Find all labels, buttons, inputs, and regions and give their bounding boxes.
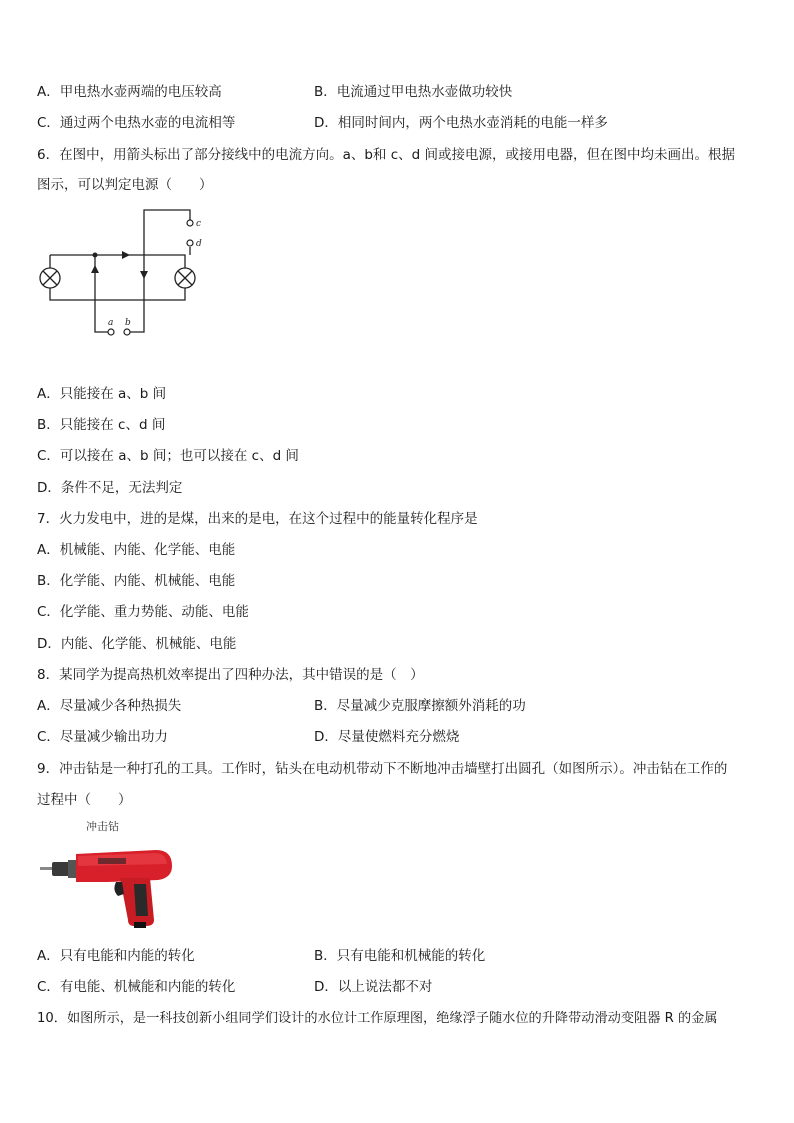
q8-option-d: D．尽量使燃料充分燃烧	[314, 729, 460, 745]
arrow-up	[91, 265, 99, 273]
q5-option-d: D．相同时间内，两个电热水壶消耗的电能一样多	[314, 115, 608, 131]
q5-option-c: C．通过两个电热水壶的电流相等	[37, 115, 236, 131]
terminal-a	[108, 329, 114, 335]
terminal-d	[187, 240, 193, 246]
q10-stem-line1: 10．如图所示，是一科技创新小组同学们设计的水位计工作原理图，绝缘浮子随水位的升降带动滑动变阻器 R 的金属	[37, 1011, 718, 1026]
impact-drill-image	[38, 838, 178, 928]
q7-stem: 7．火力发电中，进的是煤，出来的是电，在这个过程中的能量转化程序是	[37, 511, 478, 527]
q7-option-c: C．化学能、重力势能、动能、电能	[37, 604, 249, 620]
label-d: d	[196, 239, 202, 249]
q9-option-b: B．只有电能和机械能的转化	[314, 948, 486, 964]
q9-option-c: C．有电能、机械能和内能的转化	[37, 979, 236, 995]
q8-option-b: B．尽量减少克服摩擦额外消耗的功	[314, 698, 526, 714]
q6-stem-line2: 图示，可以判定电源（ ）	[37, 177, 213, 193]
arrow-right	[122, 251, 130, 259]
q5-option-a: A．甲电热水壶两端的电压较高	[37, 84, 222, 100]
q6-stem-line1: 6．在图中，用箭头标出了部分接线中的电流方向。a、b和 c、d 间或接电源，或接用电器，但在图中均未画出。根据	[37, 147, 736, 163]
label-c: c	[196, 219, 202, 229]
label-a: a	[108, 318, 114, 328]
q5-option-b: B．电流通过甲电热水壶做功较快	[314, 84, 513, 100]
circuit-diagram	[30, 205, 220, 340]
arrow-down	[140, 271, 148, 279]
q7-option-a: A．机械能、内能、化学能、电能	[37, 542, 236, 558]
q9-stem-line2: 过程中（ ）	[37, 792, 132, 808]
terminal-b	[124, 329, 130, 335]
q8-stem: 8．某同学为提高热机效率提出了四种办法，其中错误的是（ ）	[37, 667, 424, 683]
q8-option-a: A．尽量减少各种热损失	[37, 698, 182, 714]
q6-option-b: B．只能接在 c、d 间	[37, 417, 166, 433]
q6-option-c: C．可以接在 a、b 间；也可以接在 c、d 间	[37, 448, 299, 464]
q7-option-b: B．化学能、内能、机械能、电能	[37, 573, 236, 589]
q9-option-d: D．以上说法都不对	[314, 979, 433, 995]
q9-option-a: A．只有电能和内能的转化	[37, 948, 195, 964]
q6-option-a: A．只能接在 a、b 间	[37, 386, 167, 402]
q7-option-d: D．内能、化学能、机械能、电能	[37, 636, 237, 652]
q8-option-c: C．尽量减少输出功力	[37, 729, 168, 745]
q9-stem-line1: 9．冲击钻是一种打孔的工具。工作时，钻头在电动机带动下不断地冲击墙壁打出圆孔（如图所示）。冲击钻在工作的	[37, 761, 728, 777]
terminal-c	[187, 220, 193, 226]
label-b: b	[125, 318, 131, 328]
q6-option-d: D．条件不足，无法判定	[37, 480, 183, 496]
drill-caption: 冲击钻	[86, 820, 119, 833]
